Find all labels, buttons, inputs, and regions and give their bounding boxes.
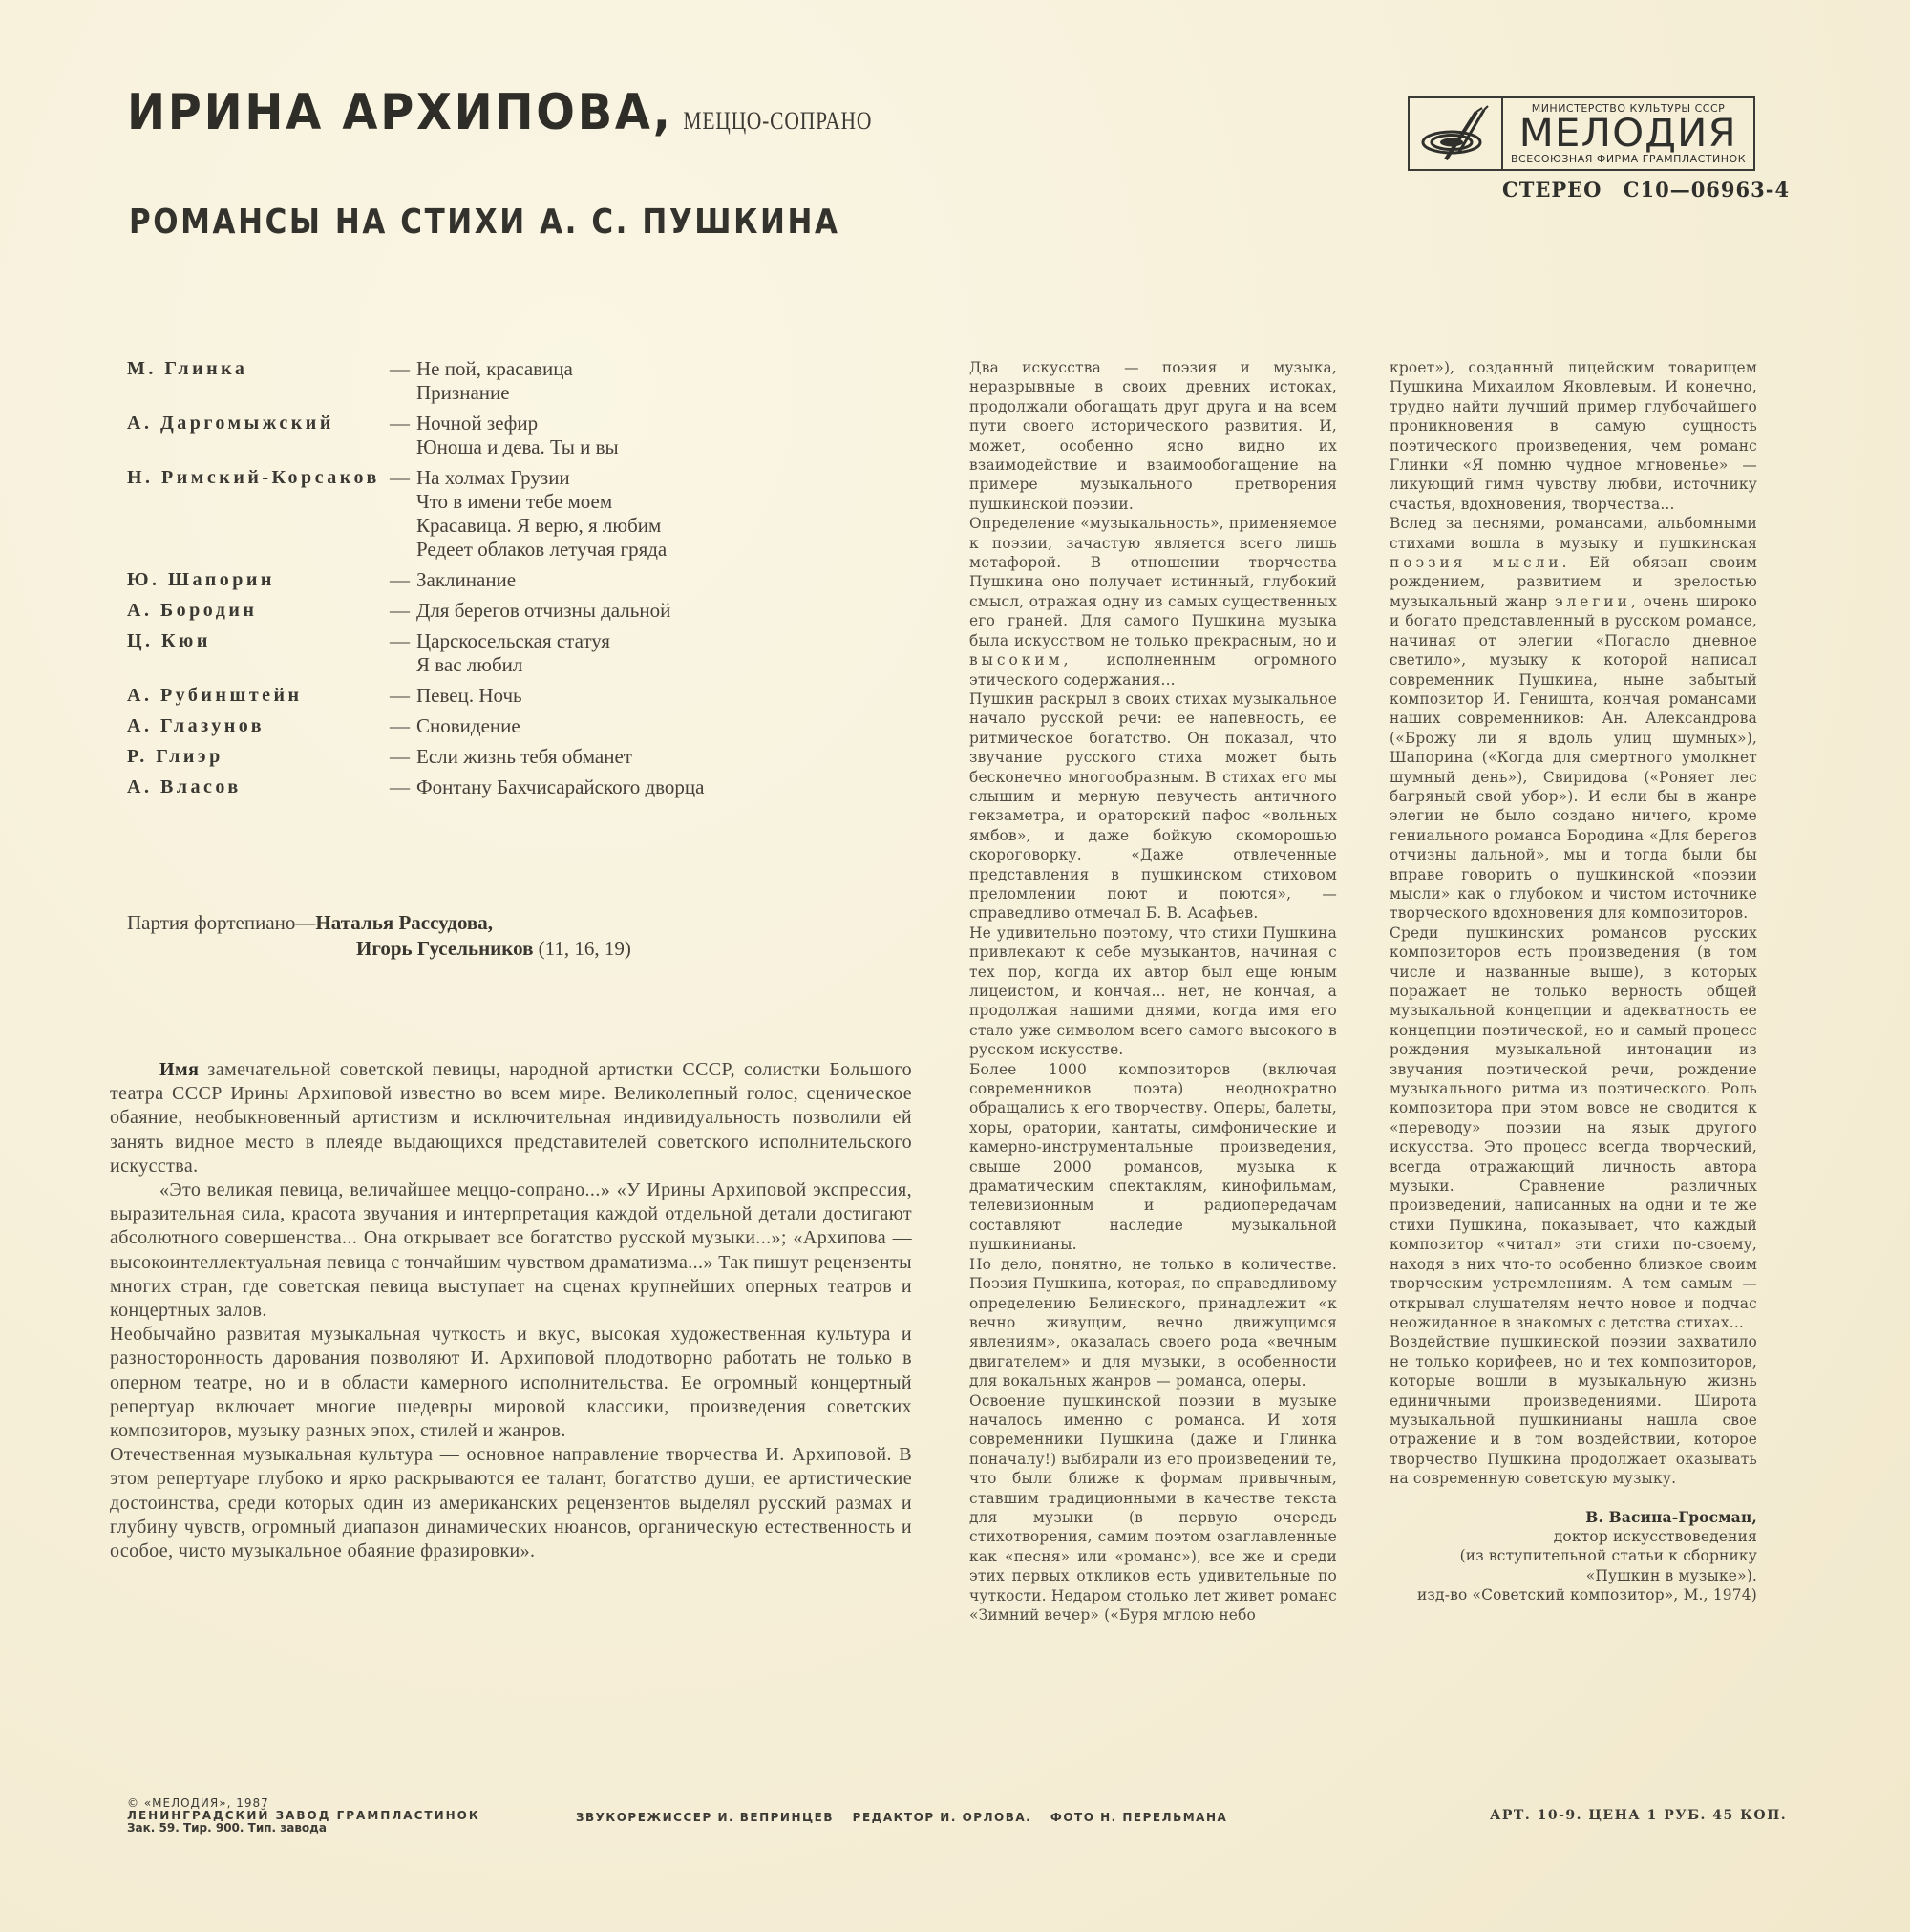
song-title: Красавица. Я верю, я любим bbox=[416, 514, 662, 537]
essay-paragraph: Но дело, понятно, не только в количестве. Поэзия Пушкина, которая, по справедливому определению Белинского, принадлежит «к вечно живущим, вечно движущимся явлениям», оказалась своего рода «вечным двигателем» и для музыки, в особенности для вокальных жанров — романса, оперы. bbox=[969, 1255, 1337, 1391]
price-label: АРТ. 10-9. ЦЕНА 1 РУБ. 45 КОП. bbox=[1490, 1808, 1788, 1823]
source-line: «Пушкин в музыке»). bbox=[1585, 1566, 1757, 1584]
pianist-2: Игорь Гусельников bbox=[356, 937, 534, 960]
song-title: —Сновидение bbox=[390, 714, 520, 737]
pianist-1: Наталья Рассудова, bbox=[315, 911, 494, 934]
bio-paragraph: Необычайно развитая музыкальная чуткость и вкус, высокая художественная культура и разносторонность дарования позволяют И. Архиповой плодотворно работать не только в оперном театре, но и в области камерного исполнительства. Ее огромный концертный репертуар включает многие шедевры мировой классики, произведения советских композиторов, музыку разных эпох, стилей и жанров. bbox=[110, 1324, 912, 1442]
song-title: —Для берегов отчизны дальной bbox=[390, 599, 671, 622]
copyright: © «МЕЛОДИЯ», 1987 bbox=[127, 1796, 269, 1810]
song-title: —Ночной зефир bbox=[390, 412, 539, 435]
song-title: —Царскосельская статуя bbox=[390, 629, 610, 652]
essay-paragraph: Не удивительно поэтому, что стихи Пушкина привлекают к себе музыкантов, начиная с тех пор, когда их автор был еще юным лицеистом, и кончая... нет, не кончая, а продолжая нашими днями, когда имя его стало уже символом всего самого высокого в русском искусстве. bbox=[969, 924, 1337, 1059]
melodiya-record-icon bbox=[1410, 98, 1503, 169]
print-run: Зак. 59. Тир. 900. Тип. завода bbox=[127, 1821, 327, 1835]
essay-paragraph: Пушкин раскрыл в своих стихах музыкальное начало русской речи: ее напевность, ее ритмическое богатство. Он показал, что звучание русского стиха может быть бесконечно многообразным. В стихах его мы слышим и мерную певучесть античного гекзаметра, и ораторский пафос «вольных ямбов», и даже бойкую скоморошью скороговорку. «Даже отвлеченные представления в пушкинском стиховом преломлении поют и поются», — справедливо отмечал Б. В. Асафьев. bbox=[969, 690, 1337, 923]
composer-name: А. Рубинштейн bbox=[127, 685, 303, 706]
composer-name: Р. Глиэр bbox=[127, 746, 223, 767]
song-title: —Заклинание bbox=[390, 568, 517, 591]
credit-editor: РЕДАКТОР И. ОРЛОВА. bbox=[852, 1811, 1032, 1824]
composer-name: Н. Римский-Корсаков bbox=[127, 467, 380, 488]
production-credits bbox=[576, 1811, 1241, 1824]
catalog-number bbox=[1502, 178, 1790, 202]
album-title: РОМАНСЫ НА СТИХИ А. С. ПУШКИНА bbox=[129, 202, 840, 242]
track-group bbox=[127, 357, 796, 405]
song-title: —Певец. Ночь bbox=[390, 684, 522, 707]
song-title: —Не пой, красавица bbox=[390, 357, 573, 380]
essay-signature bbox=[1390, 1508, 1757, 1605]
composer-name: М. Глинка bbox=[127, 358, 248, 379]
publisher-info bbox=[127, 1797, 480, 1835]
tracklist bbox=[127, 357, 796, 806]
track-group bbox=[127, 466, 796, 562]
track-group bbox=[127, 775, 796, 799]
essay-paragraph: Освоение пушкинской поэзии в музыке началось именно с романса. И хотя современники Пушкина (даже и Глинка поначалу!) выбирали из его произведений те, что были ближе к формам привычным, ставшим традиционными в качестве текста для музыки (в первую очередь стихотворения, самим поэтом озаглавленные как «песня» или «романс»), все же и среди этих первых откликов есть удивительные по чуткости. Недаром столько лет живет романс «Зимний вечер» («Буря мглою небо bbox=[969, 1391, 1337, 1624]
essay-paragraph: Воздействие пушкинской поэзии захватило не только корифеев, но и тех композиторов, которые вошли в музыкальную жизнь единичными произведениями. Широта музыкальной пушкинианы нашла свое отражение и в том воздействии, которое творчество Пушкина продолжает оказывать на современную советскую музыку. bbox=[1390, 1333, 1757, 1488]
author-title: доктор искусствоведения bbox=[1553, 1527, 1757, 1545]
logo-brand-name: МЕЛОДИЯ bbox=[1518, 112, 1738, 156]
logo-ministry-line: МИНИСТЕРСТВО КУЛЬТУРЫ СССР bbox=[1531, 102, 1726, 115]
bio-paragraph: «Это великая певица, величайшее меццо-сопрано...» «У Ирины Архиповой экспрессия, выразительная сила, красота звучания и интерпретация каждой отдельной детали достигают абсолютного совершенства... Она открывает все богатство русской музыки...»; «Архипова — высокоинтеллектуальная певица с тончайшим чувством драматизма...» Так пишут рецензенты многих стран, где советская певица выступает на сценах крупнейших оперных театров и концертных залов. bbox=[110, 1179, 912, 1322]
author-name: В. Васина-Гросман, bbox=[1585, 1508, 1757, 1526]
credit-sound-engineer: ЗВУКОРЕЖИССЕР И. ВЕПРИНЦЕВ bbox=[576, 1811, 834, 1824]
bio-paragraph: Отечественная музыкальная культура — основное направление творчества И. Архиповой. В этом репертуаре глубоко и ярко раскрываются ее талант, богатство души, ее артистические достоинства, среди которых один из американских рецензентов выделял русский размах и глубину чувств, огромный диапазон динамических нюансов, органическую естественность и особое, чисто музыкальное обаяние фразировки». bbox=[110, 1444, 912, 1562]
song-title: Юноша и дева. Ты и вы bbox=[416, 435, 619, 458]
composer-name: А. Власов bbox=[127, 776, 242, 797]
audio-format: СТЕРЕО bbox=[1502, 178, 1602, 202]
source-line: (из вступительной статьи к сборнику bbox=[1459, 1547, 1757, 1565]
pianist-2-tracks: (11, 16, 19) bbox=[538, 937, 631, 960]
essay-paragraph: Два искусства — поэзия и музыка, неразрывные в своих древних истоках, продолжали обогащать друг друга и на всем пути своего исторического развития. И, может, особенно ясно видно их взаимодействие и взаимообогащение на примере музыкального претворения пушкинской поэзии. bbox=[969, 359, 1337, 513]
essay-paragraph: Определение «музыкальность», применяемое к поэзии, зачастую является всего лишь метафорой. В отношении творчества Пушкина оно получает истинный, глубокий смысл, отражая одну из самых существенных его граней. Для самого Пушкина музыка была искусством не только прекрасным, но и высоким, исполненным огромного этического содержания... bbox=[969, 515, 1337, 689]
essay-paragraph: кроет»), созданный лицейским товарищем Пушкина Михаилом Яковлевым. И конечно, трудно найти лучший пример глубочайшего проникновения в самую сущность поэтического произведения, чем романс Глинки «Я помню чудное мгновенье» — ликующий гимн чувству любви, источнику счастья, вдохновения, творчества... bbox=[1390, 359, 1757, 513]
track-group bbox=[127, 714, 796, 738]
song-title: —Если жизнь тебя обманет bbox=[390, 745, 632, 768]
track-group bbox=[127, 599, 796, 623]
composer-name: А. Глазунов bbox=[127, 715, 265, 736]
composer-name: А. Бородин bbox=[127, 600, 258, 621]
essay-column-2 bbox=[1390, 358, 1757, 1605]
catalog-code: С10—06963-4 bbox=[1623, 178, 1791, 202]
essay-paragraph: Вслед за песнями, романсами, альбомными стихами вошла в музыку и пушкинская поэзия мысли. Ей обязан своим рождением, развитием и зрелостью музыкальный жанр элегии, очень широко и богато представленный в русском романсе, начиная от элегии «Погасло дневное светило», музыку к которой написал современник Пушкина, ныне забытый композитор И. Геништа, кончая романсами наших современников: Ан. Александрова («Брожу ли я вдоль улиц шумных»), Шапорина («Когда для смертного умолкнет шумный день»), Свиридова («Роняет лес багряный свой убор»). И если бы в жанре элегии не было создано ничего, кроме гениального романса Бородина «Для берегов отчизны дальной», мы и тогда были бы вправе говорить о пушкинской «поэзии мысли» как о глубоком и чистом источнике творческого вдохновения для композиторов. bbox=[1390, 515, 1757, 923]
composer-name: Ц. Кюи bbox=[127, 630, 211, 651]
artist-biography bbox=[110, 1058, 912, 1563]
logo-company-line: ВСЕСОЮЗНАЯ ФИРМА ГРАМПЛАСТИНОК bbox=[1510, 153, 1747, 165]
essay-paragraph: Среди пушкинских романсов русских композиторов есть произведения (в том числе и названные выше), в которых поражает не только верность общей музыкальной концепции и адекватность ее концепции поэтической, но и самый процесс рождения музыкальной интонации из звучания поэтической речи, рождение музыкального ритма из поэтического. Роль композитора при этом вовсе не сводится к «переводу» поэзии на язык другого искусства. Это процесс всегда творческий, всегда отражающий личность автора музыки. Сравнение различных произведений, написанных на одни и те же стихи Пушкина, показывает, что каждый композитор «читал» эти стихи по-своему, находя в них что-то особенно близкое своим творческим устремлениям. А тем самым — открывал слушателям нечто новое и подчас неожиданное в знакомых с детства стихах... bbox=[1390, 924, 1757, 1331]
source-line: изд-во «Советский композитор», М., 1974) bbox=[1416, 1586, 1757, 1604]
track-group bbox=[127, 629, 796, 677]
artist-name: ИРИНА АРХИПОВА, bbox=[127, 84, 673, 141]
bio-paragraph: Имя замечательной советской певицы, народной артистки СССР, солистки Большого театра СССР Ирины Архиповой известно во всем мире. Великолепный голос, сценическое обаяние, необыкновенный артистизм и исключительная индивидуальность позволили ей занять видное место в плеяде выдающихся представителей советского исполнительского искусства. bbox=[110, 1059, 912, 1177]
composer-name: А. Даргомыжский bbox=[127, 413, 334, 434]
song-title: —На холмах Грузии bbox=[390, 466, 570, 489]
essay-paragraph: Более 1000 композиторов (включая современников поэта) неоднократно обращались к его творчеству. Оперы, балеты, хоры, оратории, кантаты, симфонические и камерно-инструментальные произведения, свыше 2000 романсов, музыка к драматическим спектаклям, кинофильмам, телевизионным и радиопередачам составляют наследие музыкальной пушкинианы. bbox=[969, 1060, 1337, 1254]
song-title: —Фонтану Бахчисарайского дворца bbox=[390, 775, 705, 798]
essay-column-1 bbox=[969, 358, 1337, 1624]
voice-type: МЕЦЦО-СОПРАНО bbox=[683, 107, 873, 135]
track-group bbox=[127, 745, 796, 769]
piano-label: Партия фортепиано— bbox=[127, 911, 316, 934]
song-title: Редеет облаков летучая гряда bbox=[416, 538, 668, 561]
bio-lead-word: Имя bbox=[159, 1059, 200, 1080]
song-title: Что в имени тебе моем bbox=[416, 490, 613, 513]
track-group bbox=[127, 412, 796, 459]
credit-photo: ФОТО Н. ПЕРЕЛЬМАНА bbox=[1050, 1811, 1228, 1824]
artist-heading bbox=[127, 84, 894, 141]
song-title: Я вас любил bbox=[416, 653, 523, 676]
track-group bbox=[127, 684, 796, 708]
plant-name: ЛЕНИНГРАДСКИЙ ЗАВОД ГРАМПЛАСТИНОК bbox=[127, 1809, 480, 1822]
composer-name: Ю. Шапорин bbox=[127, 569, 275, 590]
song-title: Признание bbox=[416, 381, 510, 404]
track-group bbox=[127, 568, 796, 592]
piano-credits bbox=[127, 910, 631, 962]
melodiya-logo bbox=[1408, 96, 1755, 171]
